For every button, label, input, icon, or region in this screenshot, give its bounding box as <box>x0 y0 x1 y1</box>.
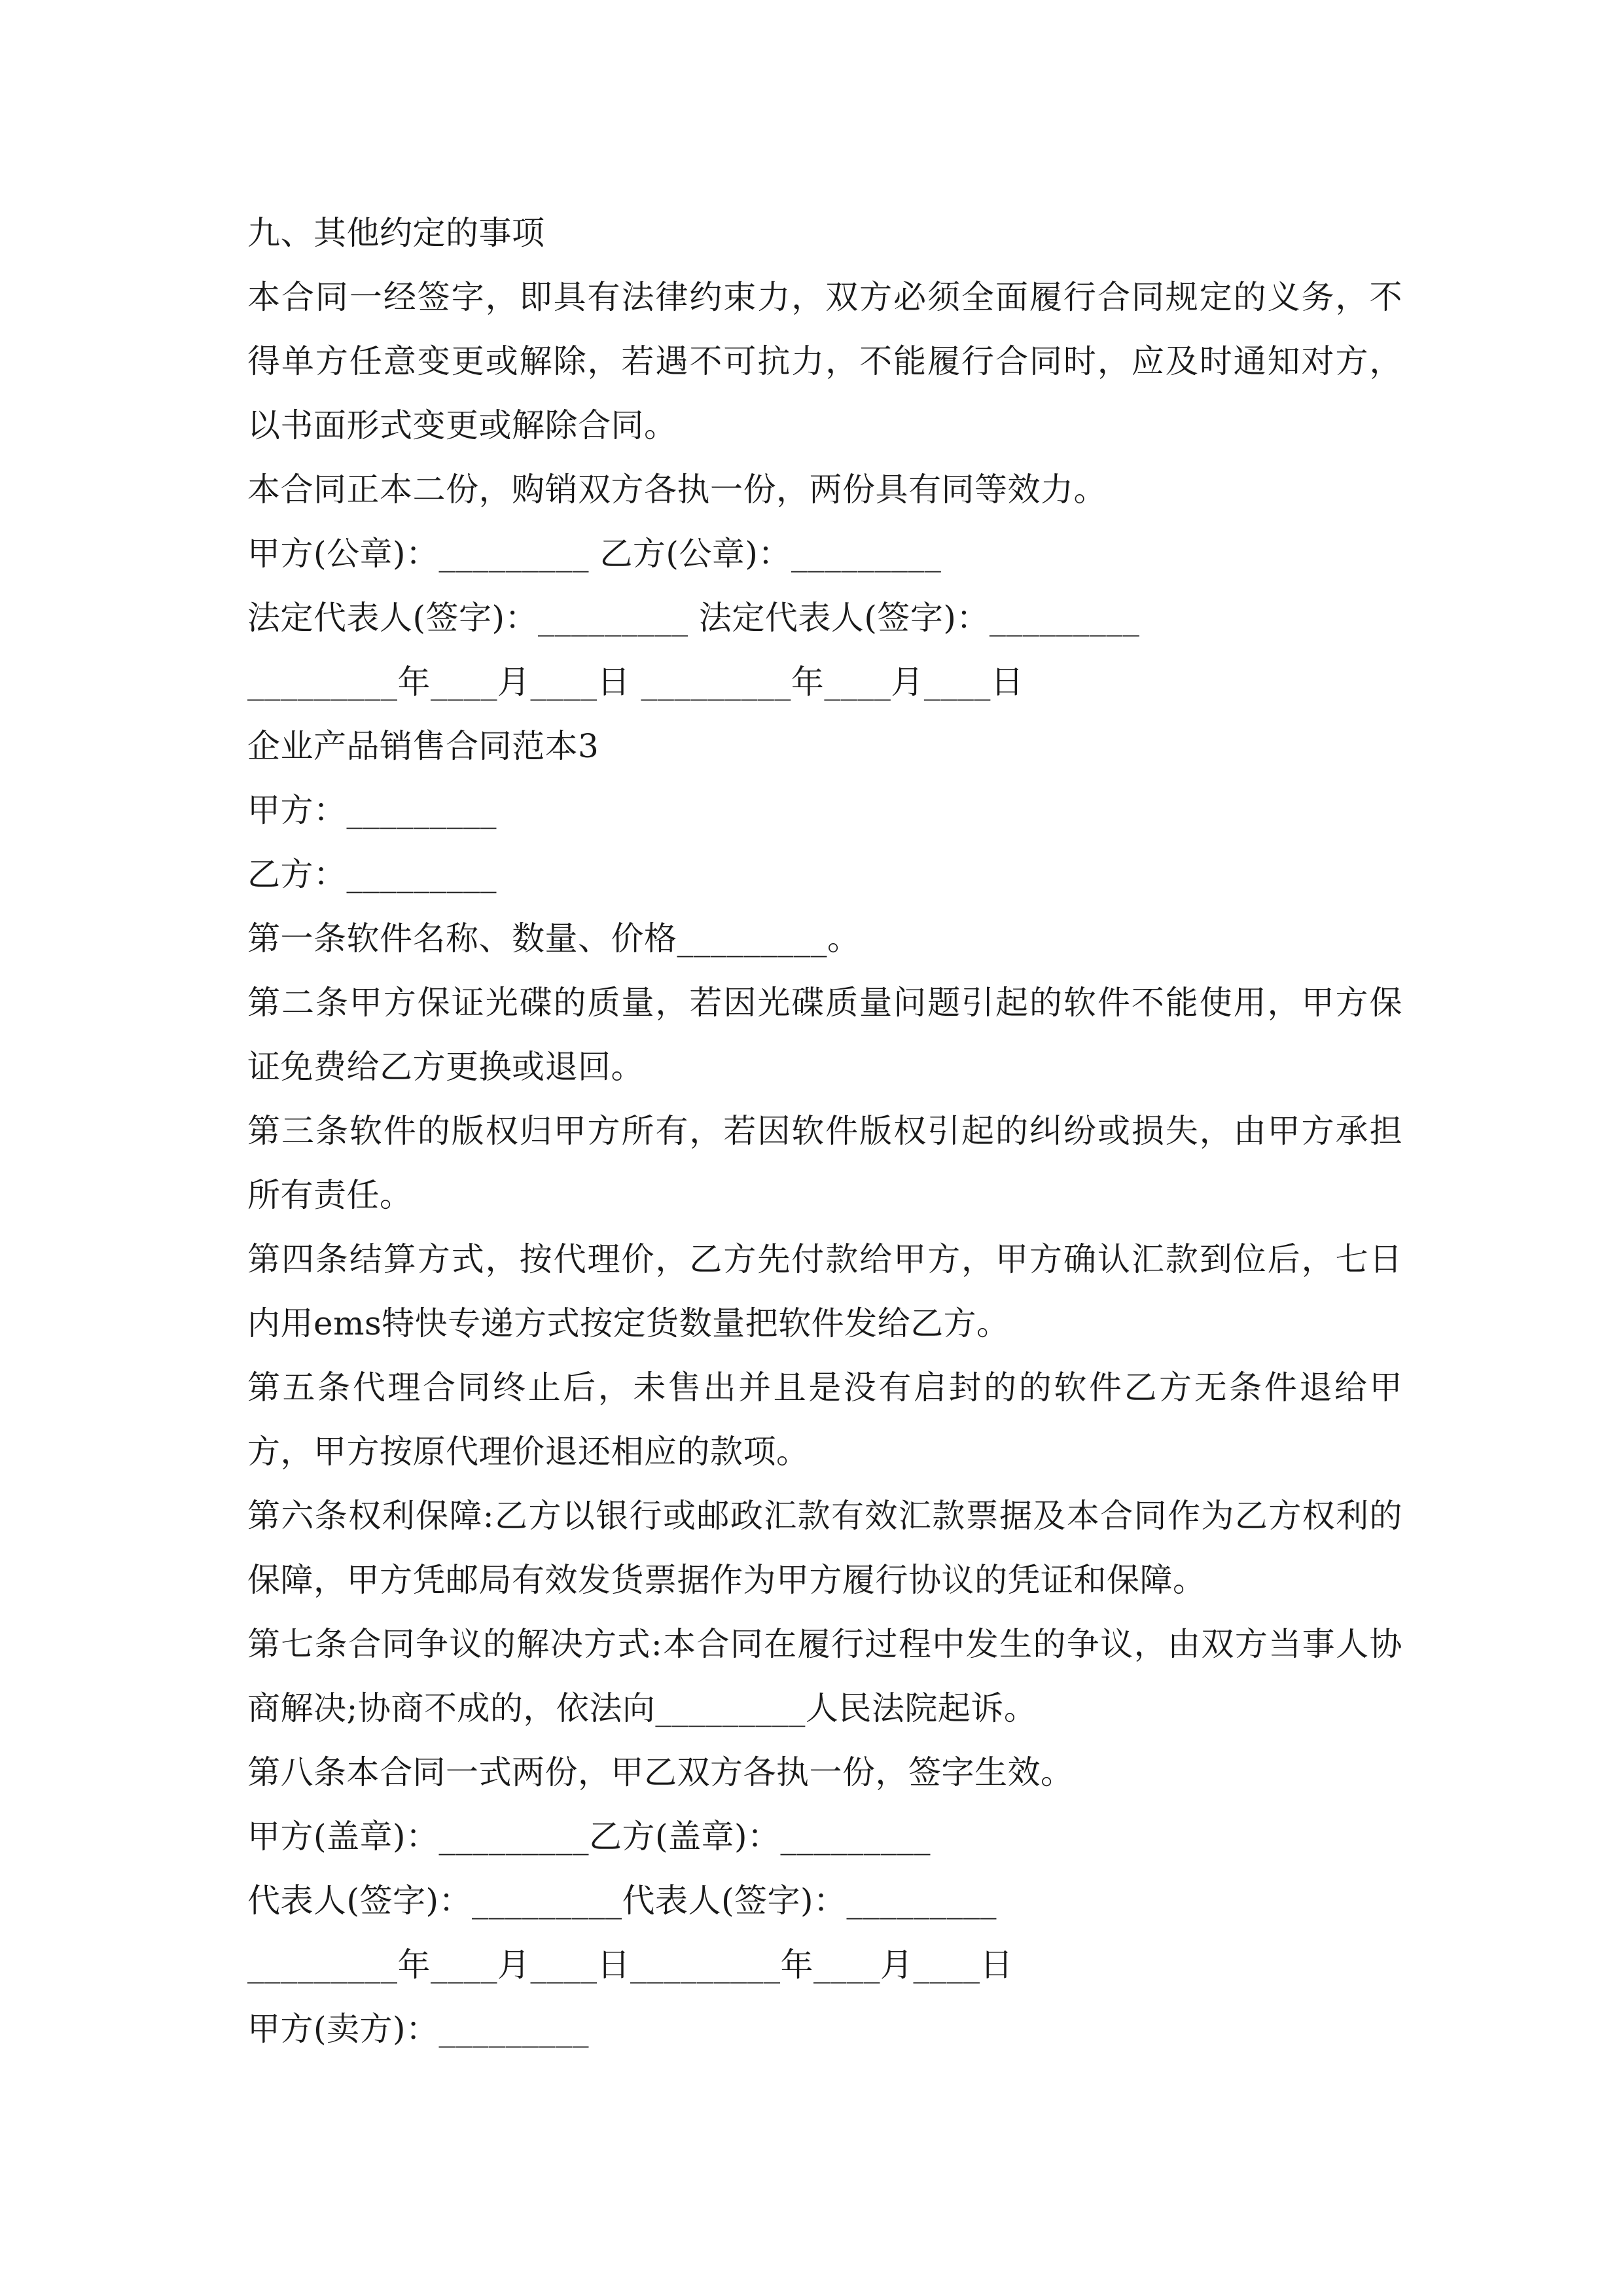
party-a-seller-line: 甲方(卖方)：_________ <box>247 2010 590 2048</box>
article-5: 第五条代理合同终止后，未售出并且是没有启封的的软件乙方无条件退给甲方，甲方按原代理价退还相应的款项。 <box>247 1369 1402 1471</box>
signature-line-legal-representative: 法定代表人(签字)：_________ 法定代表人(签字)：_________ <box>247 599 1140 637</box>
article-1: 第一条软件名称、数量、价格_________。 <box>247 920 861 958</box>
article-7: 第七条合同争议的解决方式:本合同在履行过程中发生的争议，由双方当事人协商解决;协商不成的，依法向_________人民法院起诉。 <box>247 1625 1402 1727</box>
party-a-line: 甲方：_________ <box>247 791 497 829</box>
paragraph-copies: 本合同正本二份，购销双方各执一份，两份具有同等效力。 <box>247 471 1107 509</box>
article-8: 第八条本合同一式两份，甲乙双方各执一份，签字生效。 <box>247 1753 1074 1791</box>
article-6: 第六条权利保障:乙方以银行或邮政汇款有效汇款票据及本合同作为乙方权利的保障，甲方凭邮局有效发货票据作为甲方履行协议的凭证和保障。 <box>247 1497 1402 1599</box>
signature-line-date: _________年____月____日 _________年____月____日 <box>247 663 1024 701</box>
document-body <box>247 201 1402 2061</box>
article-3: 第三条软件的版权归甲方所有，若因软件版权引起的纠纷或损失，由甲方承担所有责任。 <box>247 1112 1402 1214</box>
article-2: 第二条甲方保证光碟的质量，若因光碟质量问题引起的软件不能使用，甲方保证免费给乙方更换或退回。 <box>247 984 1402 1086</box>
signature-line-seal: 甲方(公章)：_________ 乙方(公章)：_________ <box>247 535 942 573</box>
signature-line-date-2: _________年____月____日_________年____月____日 <box>247 1946 1013 1984</box>
contract-template-title: 企业产品销售合同范本3 <box>247 727 599 765</box>
article-4: 第四条结算方式，按代理价，乙方先付款给甲方，甲方确认汇款到位后，七日内用ems特快专递方式按定货数量把软件发给乙方。 <box>247 1240 1402 1342</box>
signature-line-representative: 代表人(签字)：_________代表人(签字)：_________ <box>247 1882 997 1920</box>
signature-line-stamp: 甲方(盖章)：_________乙方(盖章)：_________ <box>247 1818 931 1856</box>
party-b-line: 乙方：_________ <box>247 855 497 893</box>
section-heading-other-terms: 九、其他约定的事项 <box>247 214 545 252</box>
paragraph-binding-effect: 本合同一经签字，即具有法律约束力，双方必须全面履行合同规定的义务，不得单方任意变更或解除，若遇不可抗力，不能履行合同时，应及时通知对方，以书面形式变更或解除合同。 <box>247 278 1402 444</box>
